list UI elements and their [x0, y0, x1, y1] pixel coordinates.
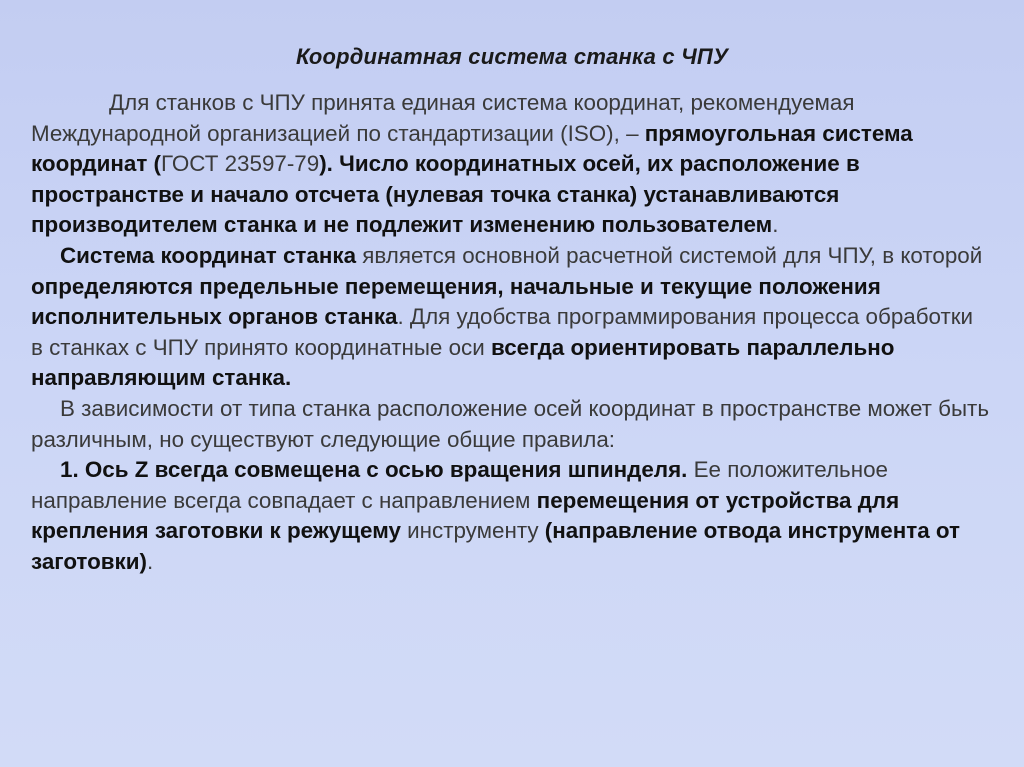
text-run: инструменту	[400, 518, 545, 544]
bold-run: 1. Ось Z всегда совмещена с осью вращения шпинделя.	[60, 457, 688, 483]
text-run: Ее положительное направление всегда совпадает с направлением	[31, 457, 888, 513]
text-run: .	[772, 212, 779, 238]
text-run: В зависимости от типа станка расположение осей координат в пространстве может быть различным, но существуют следующие общие правила:	[31, 395, 989, 452]
bold-run: определяются предельные перемещения, начальные и текущие положения исполнительных органов станка	[31, 273, 881, 330]
slide-title: Координатная система станка с ЧПУ	[295, 44, 729, 69]
text-run: Для станков с ЧПУ принята единая система координат, рекомендуемая Международной организацией по стандартизации (ISO), –	[31, 90, 855, 146]
bold-run: (направление отвода инструмента от заготовки)	[31, 518, 960, 574]
bold-run: ). Число координатных осей, их расположение в пространстве и начало отсчета (нулевая точка станка) устанавливаются производителем станка и не подлежит изменению пользователем	[31, 151, 860, 238]
text-run: ГОСТ 23597-79	[160, 151, 320, 177]
text-run: .	[146, 548, 154, 574]
bold-run: перемещения от устройства для крепления заготовки к режущему	[31, 487, 900, 544]
paragraph-axis-rules	[31, 394, 991, 455]
text-run: является основной расчетной системой для ЧПУ, в которой	[356, 242, 983, 268]
paragraph-z-axis-rule	[31, 455, 991, 577]
bold-run: Система координат станка	[60, 242, 357, 268]
bold-run: всегда ориентировать параллельно направляющим станка.	[31, 334, 895, 391]
text-run: . Для удобства программирования процесса обработки в станках с ЧПУ принято координатные оси	[31, 304, 974, 360]
paragraph-iso-system	[31, 88, 991, 241]
paragraph-machine-coordinates	[31, 241, 991, 394]
bold-run: прямоугольная система координат (	[31, 120, 913, 177]
slide-body	[31, 88, 991, 578]
